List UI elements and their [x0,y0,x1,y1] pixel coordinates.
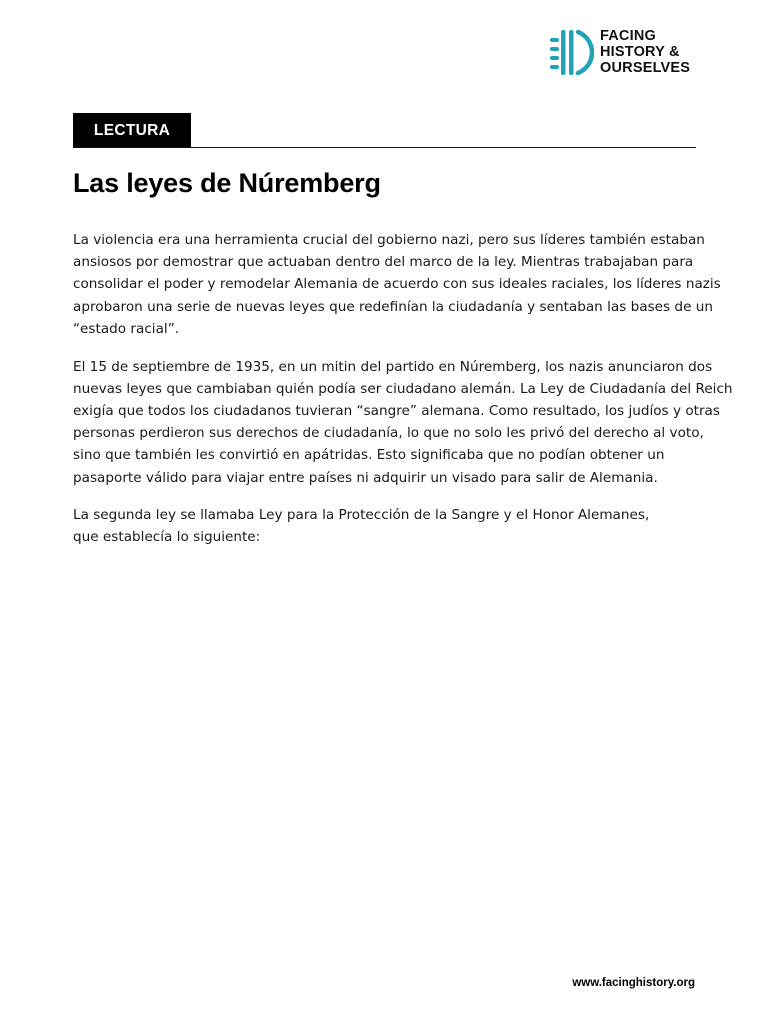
text-line: sino que también les convirtió en apátridas. Esto significaba que no podían obtener un [73,447,665,464]
paragraph [73,229,721,340]
text-line: personas perdieron sus derechos de ciudadanía, lo que no solo les privó del derecho al voto, [73,425,704,442]
logo-wordmark [600,28,690,76]
paragraph [73,504,701,548]
paragraph [73,356,733,489]
text-line: “estado racial”. [73,320,180,337]
text-line: que establecía lo siguiente: [73,529,261,546]
brand-logo [550,28,690,76]
logo-line: FACING [600,28,656,44]
text-line: La segunda ley se llamaba Ley para la Protección de la Sangre y el Honor Alemanes, [73,507,650,524]
logo-line: OURSELVES [600,60,691,76]
text-line: El 15 de septiembre de 1935, en un mitin del partido en Núremberg, los nazis anunciaron dos [73,358,713,375]
text-line: ansiosos por demostrar que actuaban dentro del marco de la ley. Mientras trabajaban para [73,254,694,271]
text-line: pasaporte válido para viajar entre países ni adquirir un visado para salir de Alemania. [73,469,658,486]
text-line: La violencia era una herramienta crucial del gobierno nazi, pero sus líderes también estaban [73,232,705,248]
facing-history-logo-mark-icon [550,28,594,76]
footer-website-link[interactable]: www.facinghistory.org [572,977,695,989]
section-label: LECTURA [73,113,191,147]
page-title: Las leyes de Núremberg [73,168,381,198]
section-divider [73,147,696,148]
text-line: nuevas leyes que cambiaban quién podía ser ciudadano alemán. La Ley de Ciudadanía del Reich [73,380,733,397]
text-line: consolidar el poder y remodelar Alemania de acuerdo con sus ideales raciales, los líderes nazis [73,276,721,293]
text-line: exigía que todos los ciudadanos tuvieran “sangre” alemana. Como resultado, los judíos y otras [73,402,720,419]
text-line: aprobaron una serie de nuevas leyes que redefinían la ciudadanía y sentaban las bases de un [73,298,713,315]
article-body [73,229,733,564]
logo-line: HISTORY & [600,44,680,60]
